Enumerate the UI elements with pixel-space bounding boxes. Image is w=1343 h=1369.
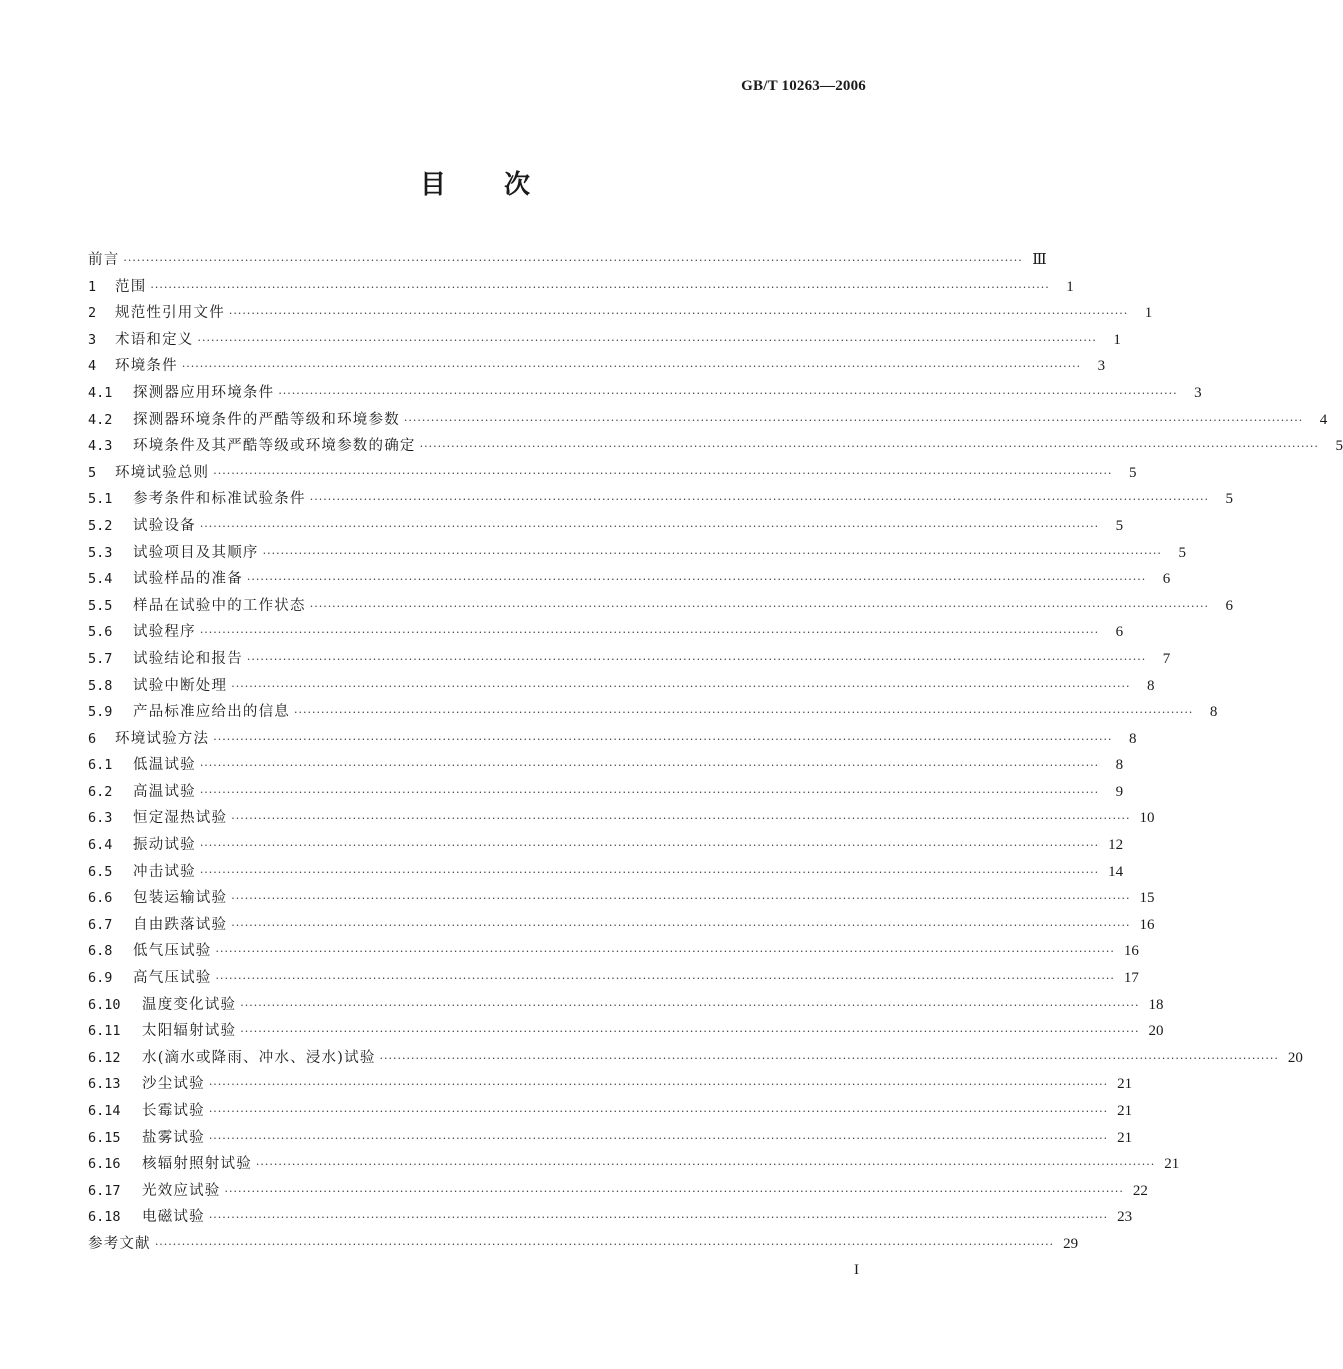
toc-entry[interactable] (88, 247, 1047, 274)
toc-entry-number: 5.2 (88, 517, 113, 534)
toc-entry-title: 探测器环境条件的严酷等级和环境参数 (133, 411, 400, 428)
toc-entry-title: 范围 (115, 278, 147, 295)
toc-entry-page: 5 (1335, 438, 1343, 455)
toc-entry-number: 1 (88, 278, 97, 295)
toc-entry-page: 6 (1162, 571, 1171, 588)
toc-entry[interactable] (88, 1098, 1133, 1125)
toc-dot-leader: ········································································································································································································ (199, 839, 1100, 853)
toc-entry-number: 6.13 (88, 1076, 121, 1093)
toc-dot-leader: ········································································································································································································ (215, 972, 1115, 986)
toc-entry-page: 16 (1123, 943, 1139, 960)
toc-entry[interactable] (88, 486, 1234, 513)
toc-entry-page: 8 (1147, 677, 1155, 694)
toc-entry-page: 5 (1115, 517, 1124, 534)
toc-entry[interactable] (88, 646, 1171, 673)
toc-entry-number: 5.3 (88, 544, 113, 561)
toc-dot-leader: ········································································································································································································ (208, 1105, 1109, 1118)
toc-entry-number: 6.11 (88, 1023, 121, 1040)
toc-entry-title: 高气压试验 (133, 970, 212, 987)
toc-entry-title: 水(滴水或降雨、冲水、浸水)试验 (142, 1049, 376, 1066)
toc-entry-page: 17 (1123, 970, 1139, 987)
toc-entry-title: 产品标准应给出的信息 (133, 704, 290, 721)
toc-entry[interactable] (88, 274, 1074, 301)
toc-entry-page: 20 (1287, 1049, 1303, 1066)
toc-entry-number: 5.7 (88, 650, 113, 667)
toc-entry[interactable] (88, 407, 1328, 434)
toc-entry-number: 2 (88, 305, 97, 322)
toc-entry-number: 5.8 (88, 677, 113, 694)
toc-entry[interactable] (88, 1231, 1079, 1258)
page-number: I (854, 1262, 859, 1278)
toc-entry-page: 21 (1117, 1076, 1133, 1093)
toc-entry-title: 规范性引用文件 (115, 305, 225, 322)
toc-entry[interactable] (88, 859, 1124, 886)
toc-entry-title: 环境试验总则 (115, 464, 210, 481)
toc-entry[interactable] (88, 593, 1234, 620)
toc-entry[interactable] (88, 619, 1124, 646)
toc-entry-number: 6.10 (88, 996, 121, 1013)
toc-dot-leader: ········································································································································································································ (228, 307, 1129, 321)
toc-entry[interactable] (88, 726, 1137, 753)
toc-dot-leader: ········································································································································································································ (199, 519, 1100, 533)
toc-dot-leader: ········································································································································································································ (231, 892, 1131, 906)
toc-entry-page: 16 (1139, 916, 1155, 933)
toc-entry-page: 6 (1225, 597, 1234, 614)
toc-entry-page: 15 (1139, 890, 1155, 907)
toc-dot-leader: ········································································································································································································ (213, 466, 1113, 480)
toc-entry-title: 振动试验 (133, 837, 196, 854)
toc-dot-leader: ········································································································································································································ (199, 785, 1100, 799)
toc-entry-number: 5.5 (88, 597, 113, 614)
toc-entry-page: 23 (1117, 1209, 1133, 1226)
toc-entry[interactable] (88, 433, 1343, 460)
toc-entry-page: 21 (1164, 1156, 1180, 1173)
toc-dot-leader: ········································································································································································································ (294, 706, 1194, 720)
toc-entry-title: 探测器应用环境条件 (133, 384, 275, 401)
toc-entry-title: 前言 (88, 252, 120, 268)
toc-entry-title: 试验中断处理 (133, 677, 228, 694)
toc-entry-number: 6.17 (88, 1182, 121, 1199)
toc-entry[interactable] (88, 832, 1124, 859)
toc-entry-title: 环境条件及其严酷等级或环境参数的确定 (133, 438, 416, 455)
toc-entry[interactable] (88, 540, 1186, 567)
toc-dot-leader: ········································································································································································································ (197, 333, 1097, 347)
toc-dot-leader: ········································································································································································································ (150, 280, 1050, 294)
toc-entry-page: 6 (1115, 624, 1124, 641)
toc-entry[interactable] (88, 805, 1155, 832)
table-of-contents (88, 247, 1343, 1258)
toc-entry-number: 6.14 (88, 1103, 121, 1119)
toc-entry-page: 18 (1148, 996, 1164, 1013)
toc-entry-number: 3 (88, 331, 97, 348)
toc-entry-number: 6.15 (88, 1129, 121, 1146)
toc-entry-number: 6.2 (88, 783, 113, 800)
toc-dot-leader: ········································································································································································································ (403, 413, 1304, 427)
toc-entry-number: 5.6 (88, 624, 113, 641)
toc-entry[interactable] (88, 779, 1124, 806)
toc-dot-leader: ········································································································································································································ (309, 493, 1210, 507)
toc-dot-leader: ········································································································································································································ (240, 1025, 1140, 1039)
toc-entry-title: 样品在试验中的工作状态 (133, 597, 306, 614)
toc-entry-number: 5.4 (88, 571, 113, 588)
toc-entry[interactable] (88, 300, 1153, 327)
toc-entry[interactable] (88, 885, 1155, 912)
toc-entry-title: 自由跌落试验 (133, 916, 228, 933)
toc-entry-page: 1 (1113, 331, 1121, 348)
toc-entry-number: 6 (88, 730, 97, 747)
toc-entry[interactable] (88, 380, 1202, 407)
toc-entry-title: 低气压试验 (133, 943, 212, 960)
toc-entry-title: 试验程序 (133, 624, 196, 641)
toc-entry[interactable] (88, 460, 1137, 487)
toc-entry[interactable] (88, 965, 1139, 992)
page-title: 目次 (419, 170, 588, 200)
toc-entry[interactable] (88, 1071, 1133, 1098)
toc-dot-leader: ········································································································································································································ (208, 1211, 1109, 1225)
toc-entry-number: 4.3 (88, 438, 113, 455)
toc-dot-leader: ········································································································································································································ (208, 1078, 1109, 1092)
toc-entry-number: 5 (88, 464, 97, 481)
toc-entry[interactable] (88, 752, 1124, 779)
toc-entry-page: 21 (1117, 1103, 1133, 1119)
toc-entry-page: 8 (1209, 704, 1218, 721)
toc-entry-title: 包装运输试验 (133, 890, 228, 907)
toc-entry-page: 8 (1129, 730, 1137, 747)
toc-entry-page: 8 (1115, 757, 1124, 774)
toc-entry-title: 长霉试验 (142, 1103, 205, 1119)
toc-entry-page: 5 (1129, 464, 1137, 481)
toc-entry-page: 22 (1132, 1182, 1148, 1199)
toc-entry[interactable] (88, 1178, 1148, 1205)
toc-dot-leader: ········································································································································································································ (246, 573, 1147, 587)
toc-entry-title: 冲击试验 (133, 863, 196, 880)
toc-dot-leader: ········································································································································································································ (231, 918, 1131, 932)
toc-entry[interactable] (88, 673, 1155, 700)
toc-entry-title: 参考条件和标准试验条件 (133, 491, 306, 508)
toc-entry-page: Ⅲ (1032, 252, 1047, 268)
toc-dot-leader: ········································································································································································································ (255, 1158, 1156, 1172)
toc-entry-title: 光效应试验 (142, 1182, 221, 1199)
toc-entry[interactable] (88, 1125, 1133, 1152)
toc-dot-leader: ········································································································································································································ (123, 254, 1023, 267)
toc-entry-page: 10 (1139, 810, 1155, 827)
toc-entry-number: 4.2 (88, 411, 113, 428)
toc-entry-page: 4 (1319, 411, 1328, 428)
toc-dot-leader: ········································································································································································································ (181, 360, 1082, 374)
toc-entry-title: 低温试验 (133, 757, 196, 774)
toc-entry-page: 3 (1097, 358, 1106, 375)
toc-dot-leader: ········································································································································································································ (199, 865, 1100, 879)
toc-entry-title: 术语和定义 (115, 331, 194, 348)
toc-entry-number: 6.1 (88, 757, 113, 774)
toc-entry-number: 6.6 (88, 890, 113, 907)
toc-entry[interactable] (88, 938, 1139, 965)
toc-entry-page: 1 (1066, 278, 1074, 295)
toc-entry-page: 7 (1162, 650, 1171, 667)
toc-entry[interactable] (88, 699, 1218, 726)
toc-entry[interactable] (88, 992, 1164, 1019)
toc-dot-leader: ········································································································································································································ (379, 1051, 1279, 1065)
toc-entry-title: 试验结论和报告 (133, 650, 243, 667)
toc-entry-title: 电磁试验 (142, 1209, 205, 1226)
toc-dot-leader: ········································································································································································································ (154, 1237, 1055, 1251)
toc-dot-leader: ········································································································································································································ (208, 1131, 1109, 1145)
toc-dot-leader: ········································································································································································································ (309, 599, 1210, 613)
toc-dot-leader: ········································································································································································································ (224, 1184, 1124, 1198)
toc-entry[interactable] (88, 912, 1155, 939)
toc-entry-title: 盐雾试验 (142, 1129, 205, 1146)
toc-dot-leader: ········································································································································································································ (199, 759, 1100, 773)
toc-entry-page: 29 (1063, 1235, 1079, 1252)
toc-entry-page: 9 (1115, 783, 1124, 800)
toc-entry-title: 试验样品的准备 (133, 571, 243, 588)
toc-entry-number: 6.18 (88, 1209, 121, 1226)
toc-entry[interactable] (88, 327, 1121, 354)
toc-dot-leader: ········································································································································································································ (199, 626, 1100, 640)
toc-entry[interactable] (88, 353, 1106, 380)
toc-entry-page: 5 (1178, 544, 1186, 561)
toc-entry-title: 参考文献 (88, 1235, 151, 1252)
toc-entry-title: 环境试验方法 (115, 730, 210, 747)
standard-code: GB/T 10263—2006 (741, 78, 866, 94)
toc-entry-page: 5 (1225, 491, 1234, 508)
toc-entry-number: 5.1 (88, 491, 113, 508)
toc-dot-leader: ········································································································································································································ (231, 812, 1131, 826)
toc-dot-leader: ········································································································································································································ (278, 386, 1178, 400)
toc-entry-number: 6.9 (88, 970, 113, 987)
toc-entry-title: 环境条件 (115, 358, 178, 375)
toc-entry-page: 12 (1108, 837, 1124, 854)
toc-entry-title: 温度变化试验 (142, 996, 237, 1013)
toc-entry-number: 6.4 (88, 837, 113, 854)
toc-entry-page: 20 (1148, 1023, 1164, 1040)
toc-entry-title: 试验项目及其顺序 (133, 544, 259, 561)
toc-entry-number: 6.12 (88, 1049, 121, 1066)
toc-dot-leader: ········································································································································································································ (240, 998, 1140, 1012)
toc-entry-page: 3 (1194, 384, 1202, 401)
toc-entry-number: 6.3 (88, 810, 113, 827)
toc-entry[interactable] (88, 513, 1124, 540)
toc-entry-title: 沙尘试验 (142, 1076, 205, 1093)
toc-entry-title: 核辐射照射试验 (142, 1156, 252, 1173)
toc-dot-leader: ········································································································································································································ (215, 945, 1115, 959)
toc-entry-title: 太阳辐射试验 (142, 1023, 237, 1040)
toc-entry[interactable] (88, 1151, 1180, 1178)
toc-entry-title: 恒定湿热试验 (133, 810, 228, 827)
toc-dot-leader: ········································································································································································································ (419, 440, 1319, 454)
toc-entry-number: 4.1 (88, 384, 113, 401)
toc-entry-number: 5.9 (88, 704, 113, 721)
toc-dot-leader: ········································································································································································································ (262, 546, 1162, 560)
toc-entry-page: 14 (1108, 863, 1124, 880)
toc-dot-leader: ········································································································································································································ (231, 679, 1131, 693)
toc-entry[interactable] (88, 566, 1171, 593)
toc-entry[interactable] (88, 1018, 1164, 1045)
toc-entry-title: 试验设备 (133, 517, 196, 534)
toc-entry-number: 6.16 (88, 1156, 121, 1173)
toc-entry[interactable] (88, 1045, 1303, 1072)
toc-entry-page: 1 (1144, 305, 1153, 322)
toc-dot-leader: ········································································································································································································ (213, 732, 1113, 746)
toc-entry-number: 6.7 (88, 916, 113, 933)
toc-entry[interactable] (88, 1204, 1133, 1231)
toc-entry-number: 4 (88, 358, 97, 375)
toc-entry-title: 高温试验 (133, 783, 196, 800)
toc-entry-number: 6.8 (88, 943, 113, 960)
toc-dot-leader: ········································································································································································································ (246, 652, 1147, 666)
toc-entry-page: 21 (1117, 1129, 1133, 1146)
toc-entry-number: 6.5 (88, 863, 113, 880)
